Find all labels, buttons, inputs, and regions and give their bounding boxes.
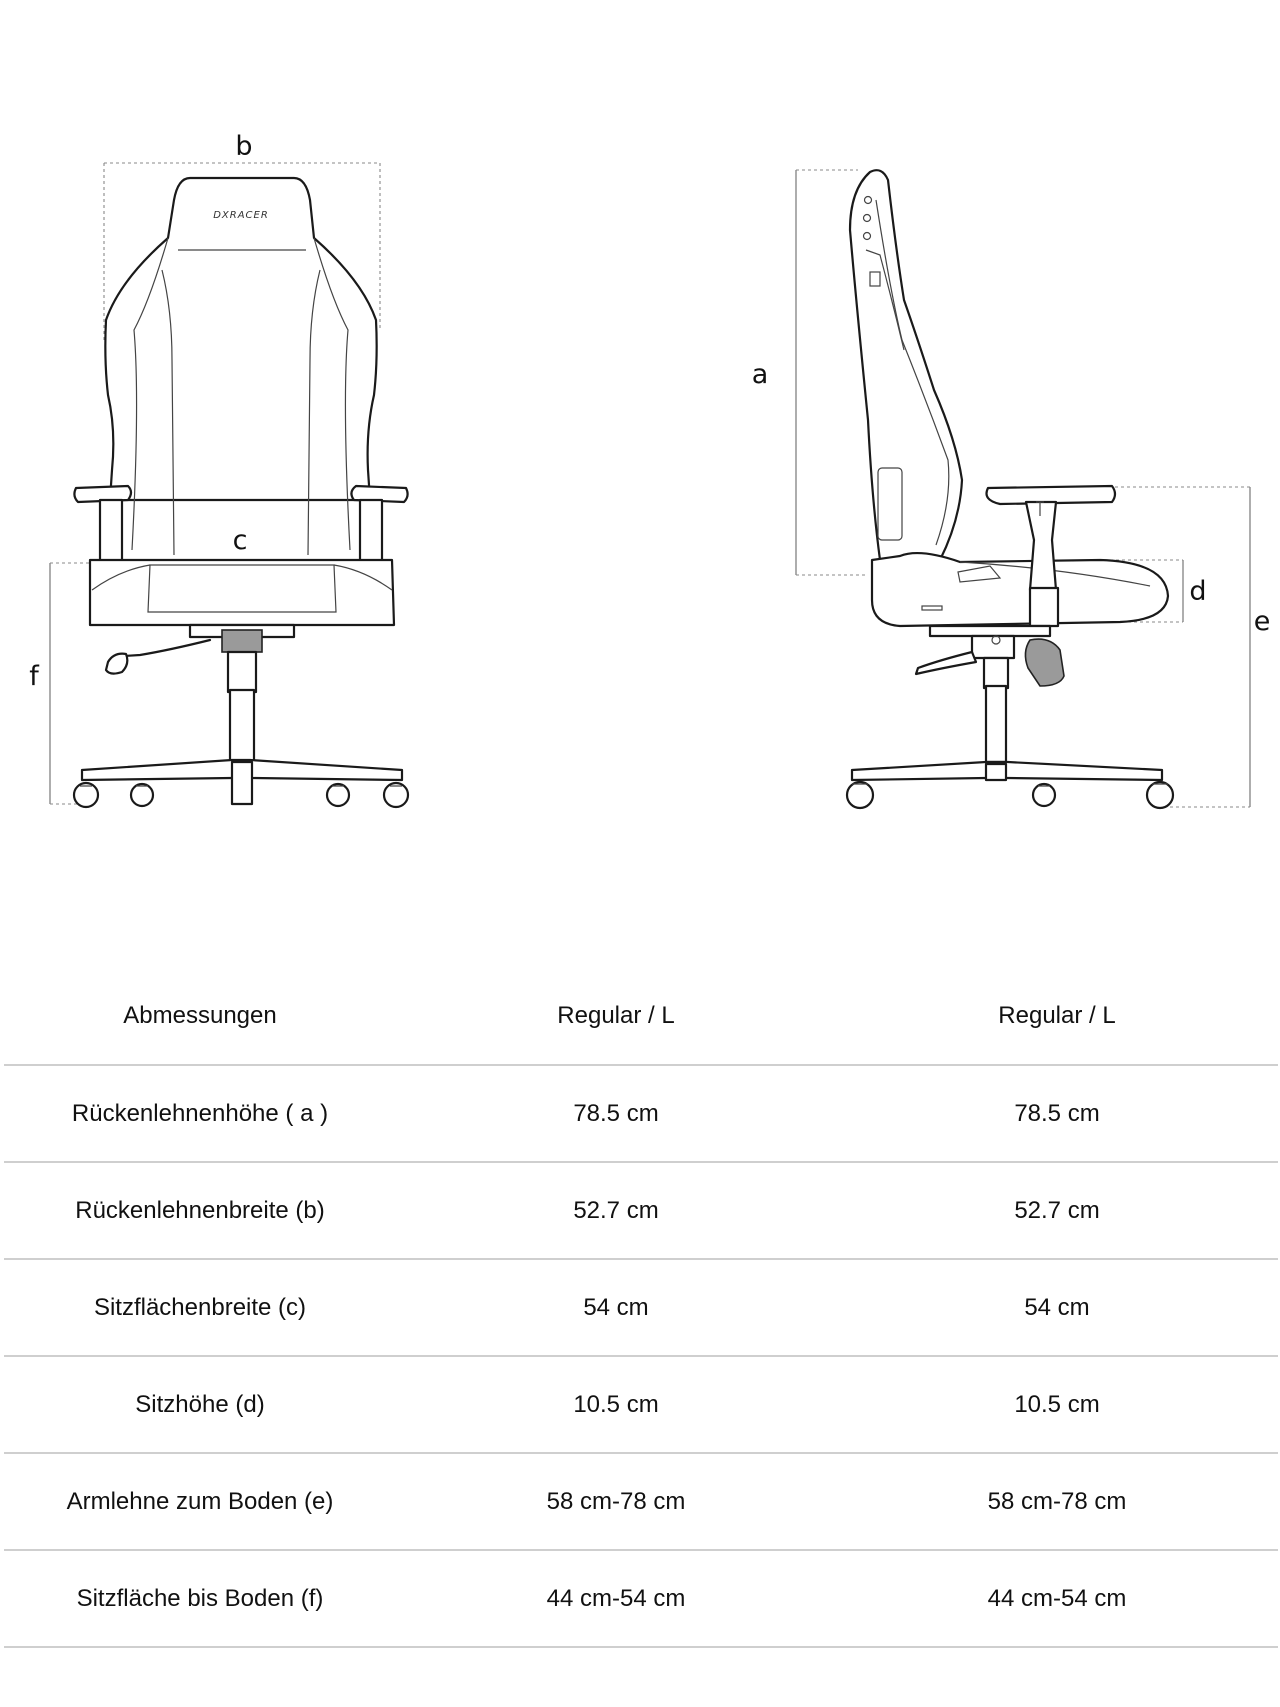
row-value: 58 cm-78 cm (836, 1453, 1278, 1550)
dimensions-table (4, 958, 1278, 1648)
row-value: 58 cm-78 cm (396, 1453, 836, 1550)
header-size-2: Regular / L (998, 1002, 1116, 1029)
header-size-1: Regular / L (557, 1002, 675, 1029)
chair-front-view (29, 131, 408, 807)
row-value: 78.5 cm (836, 1065, 1278, 1162)
table-row (4, 1550, 1278, 1647)
brand-logo: DXRACER (213, 210, 269, 221)
row-label: Armlehne zum Boden (e) (4, 1453, 396, 1550)
row-value: 52.7 cm (836, 1162, 1278, 1259)
table-header-row (4, 958, 1278, 1065)
dimension-label-d: d (1189, 576, 1207, 607)
table-row (4, 1356, 1278, 1453)
row-value: 10.5 cm (836, 1356, 1278, 1453)
row-label: Sitzflächenbreite (c) (4, 1259, 396, 1356)
table-row (4, 1065, 1278, 1162)
row-value: 78.5 cm (396, 1065, 836, 1162)
row-value: 10.5 cm (396, 1356, 836, 1453)
row-label: Sitzhöhe (d) (4, 1356, 396, 1453)
dimension-label-f: f (29, 661, 39, 692)
row-label: Rückenlehnenhöhe ( a ) (4, 1065, 396, 1162)
table-row (4, 1162, 1278, 1259)
row-value: 44 cm-54 cm (396, 1550, 836, 1647)
dimension-label-c: c (232, 525, 248, 556)
row-value: 52.7 cm (396, 1162, 836, 1259)
row-value: 54 cm (836, 1259, 1278, 1356)
chair-side-view (752, 170, 1271, 808)
dimension-label-b: b (235, 131, 253, 162)
dimension-label-a: a (751, 359, 769, 390)
row-label: Rückenlehnenbreite (b) (4, 1162, 396, 1259)
table-row (4, 1453, 1278, 1550)
row-value: 44 cm-54 cm (836, 1550, 1278, 1647)
dimension-label-e: e (1253, 606, 1271, 637)
table-row (4, 1259, 1278, 1356)
row-label: Sitzfläche bis Boden (f) (4, 1550, 396, 1647)
header-dimensions: Abmessungen (123, 1002, 277, 1029)
row-value: 54 cm (396, 1259, 836, 1356)
